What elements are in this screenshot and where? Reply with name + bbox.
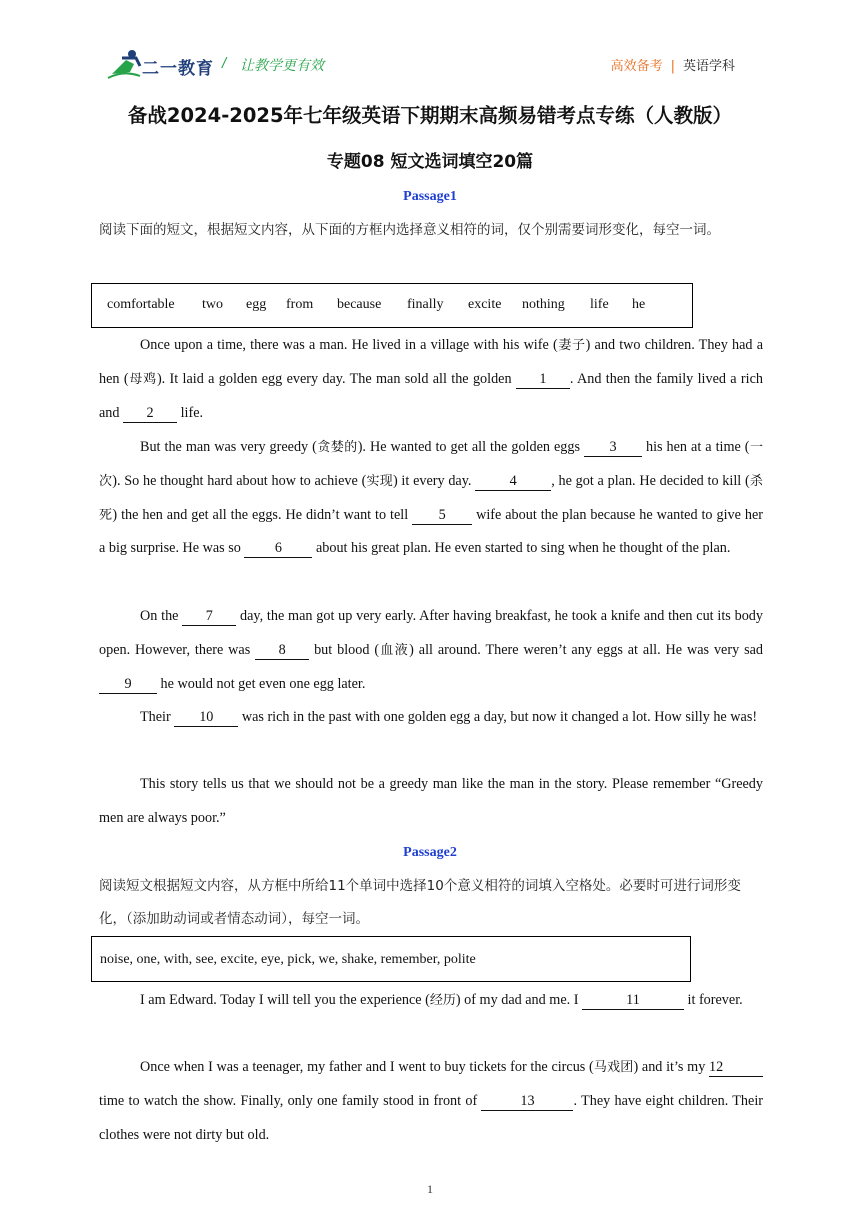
passage2-paragraph-1: I am Edward. Today I will tell you the experience (经历) of my dad and me. I 11 it forever. bbox=[140, 992, 743, 1008]
word-option: he bbox=[632, 297, 646, 312]
brand-slogan: 让教学更有效 bbox=[240, 58, 324, 74]
blank-1[interactable]: 1 bbox=[516, 371, 570, 389]
passage2-word-box bbox=[91, 936, 691, 982]
blank-9[interactable]: 9 bbox=[99, 676, 157, 694]
tag-separator: | bbox=[670, 59, 675, 74]
blank-7[interactable]: 7 bbox=[182, 608, 236, 626]
word-option: life bbox=[590, 297, 609, 312]
blank-2[interactable]: 2 bbox=[123, 405, 177, 423]
word-option: finally bbox=[407, 297, 444, 312]
document-subtitle: 专题08 短文选词填空20篇 bbox=[326, 152, 534, 172]
page-header bbox=[0, 0, 860, 90]
blank-5[interactable]: 5 bbox=[412, 507, 472, 525]
passage1-paragraph-2: But the man was very greedy (贪婪的). He wanted to get all the golden eggs 3 his hen at a time (一次). So he thought hard about how to achieve (实现) it every day. 4 , he got a plan. He decided to kill (杀死) the hen and get all the eggs. He didn’t want to tell 5 wife about the plan because he wanted to give her a big surprise. He was so 6 about his great plan. He even started to sing when he thought of the plan. bbox=[99, 439, 763, 557]
brand-name: 二一教育 bbox=[142, 59, 214, 79]
word-option: because bbox=[337, 297, 382, 312]
passage1-paragraph-5: This story tells us that we should not be a greedy man like the man in the story. Please remember “Greedy men are always poor.” bbox=[99, 776, 763, 826]
subject-label: 英语学科 bbox=[682, 59, 735, 74]
subject-tag bbox=[611, 55, 735, 74]
word-option: two bbox=[202, 297, 223, 312]
blank-10[interactable]: 10 bbox=[174, 709, 238, 727]
word-option: comfortable bbox=[107, 297, 175, 312]
passage1-word-box bbox=[91, 283, 693, 328]
passage1-paragraph-1: Once upon a time, there was a man. He lived in a village with his wife (妻子) and two children. They had a hen (母鸡). It laid a golden egg every day. The man sold all the golden 1 . And then the family lived a rich and 2 life. bbox=[99, 337, 763, 421]
word-option: nothing bbox=[522, 297, 565, 312]
blank-13[interactable]: 13 bbox=[481, 1093, 573, 1111]
passage2-label: Passage2 bbox=[403, 845, 457, 860]
word-options-line: noise, one, with, see, excite, eye, pick, we, shake, remember, polite bbox=[100, 952, 476, 967]
blank-11[interactable]: 11 bbox=[582, 992, 684, 1010]
word-option: from bbox=[286, 297, 314, 312]
blank-8[interactable]: 8 bbox=[255, 642, 309, 660]
blank-3[interactable]: 3 bbox=[584, 439, 642, 457]
passage2-instruction: 阅读短文根据短文内容，从方框中所给11个单词中选择10个意义相符的词填入空格处。必要时可进行词形变化，（添加助动词或者情态动词），每空一词。 bbox=[99, 878, 741, 927]
blank-12[interactable]: 12 bbox=[709, 1059, 763, 1077]
passage2-paragraph-2: Once when I was a teenager, my father and I went to buy tickets for the circus (马戏团) and it’s my 12 time to watch the show. Finally, only one family stood in front of 13 . They have eight children. Their clothes were not dirty but old. bbox=[99, 1059, 763, 1143]
passage1-label: Passage1 bbox=[403, 189, 457, 204]
word-option: egg bbox=[246, 297, 267, 312]
header-slash: / bbox=[222, 55, 227, 72]
exam-prep-tag: 高效备考 bbox=[610, 59, 663, 74]
page-number: 1 bbox=[427, 1182, 433, 1196]
document-title: 备战2024-2025年七年级英语下期期末高频易错考点专练（人教版） bbox=[127, 104, 733, 127]
passage1-paragraph-4: Their 10 was rich in the past with one golden egg a day, but now it changed a lot. How silly he was! bbox=[140, 709, 758, 725]
blank-4[interactable]: 4 bbox=[475, 473, 551, 491]
passage1-paragraph-3: On the 7 day, the man got up very early. After having breakfast, he took a knife and then cut its body open. However, there was 8 but blood (血液) all around. There weren’t any eggs at all. He was very sad 9 he would not get even one egg later. bbox=[99, 608, 763, 692]
word-option: excite bbox=[468, 297, 502, 312]
passage1-instruction: 阅读下面的短文，根据短文内容，从下面的方框内选择意义相符的词，仅个别需要词形变化，每空一词。 bbox=[99, 222, 720, 238]
blank-6[interactable]: 6 bbox=[244, 540, 312, 558]
